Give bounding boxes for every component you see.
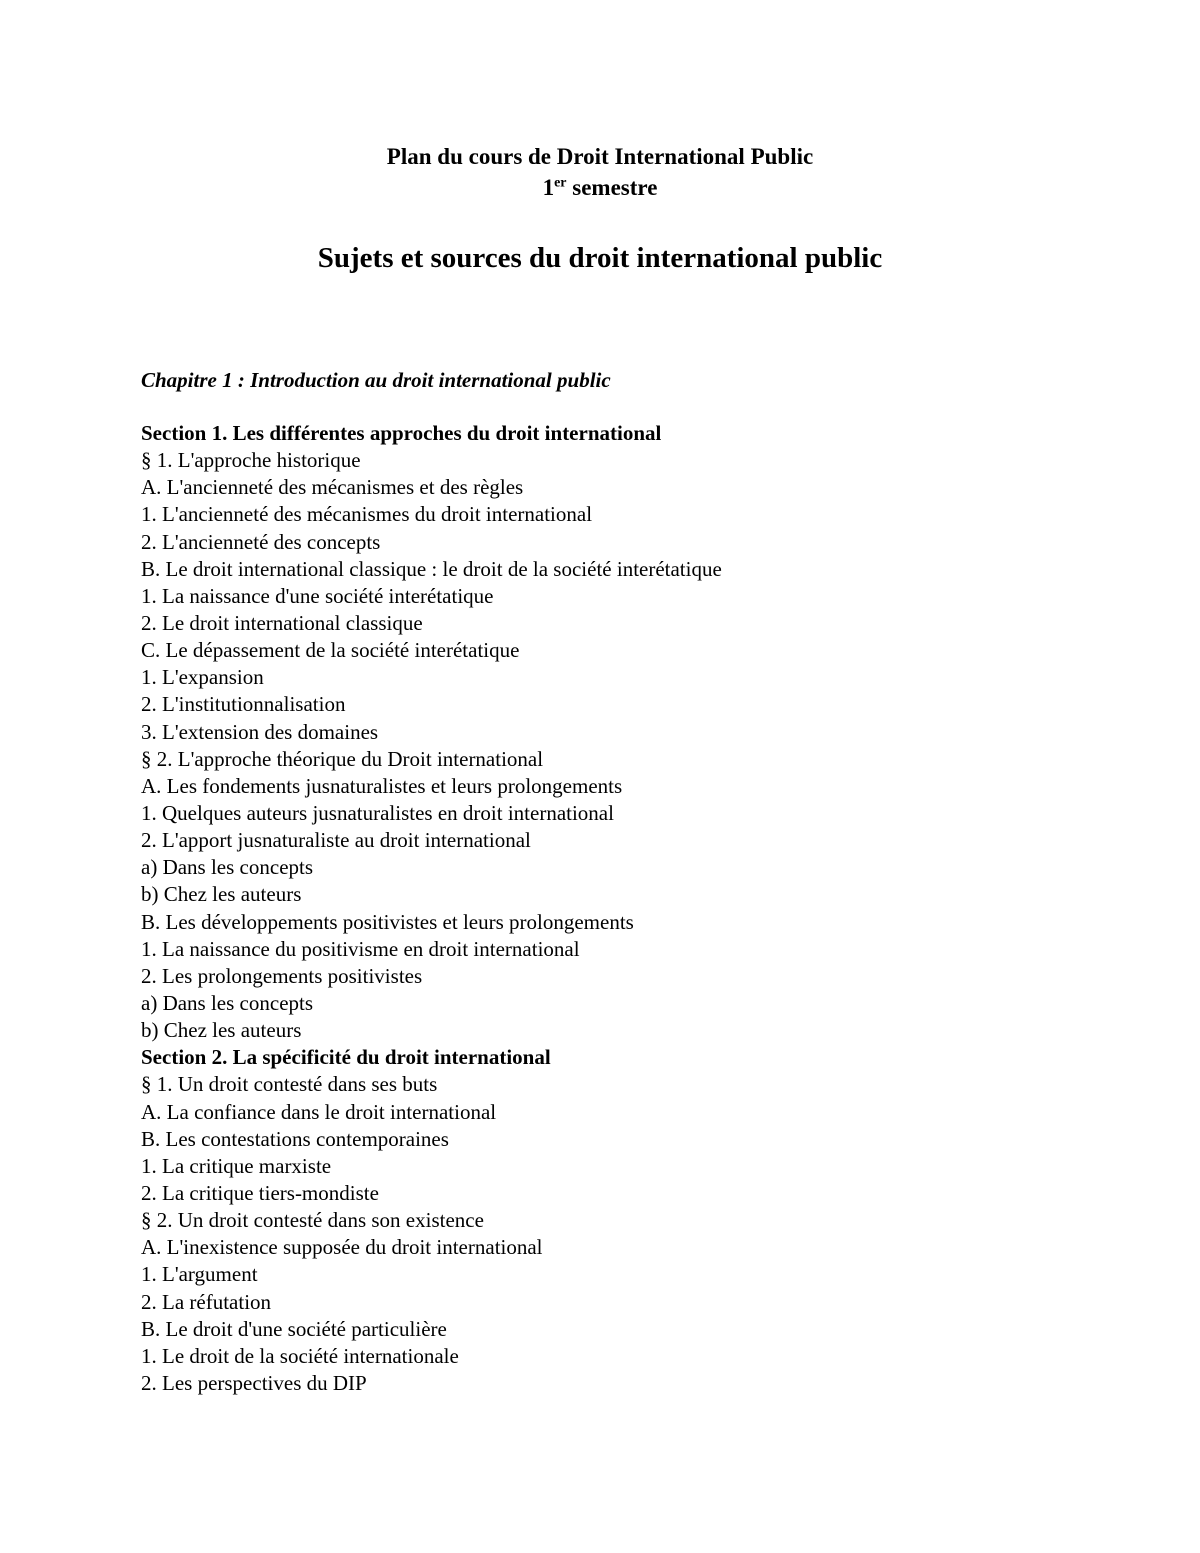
outline-item: B. Les contestations contemporaines [141, 1126, 449, 1151]
outline-item: b) Chez les auteurs [141, 1018, 302, 1043]
outline-item: 2. Le droit international classique [141, 610, 423, 635]
outline-item: 2. Les perspectives du DIP [141, 1370, 367, 1395]
section-heading: Section 2. La spécificité du droit international [141, 1045, 551, 1070]
outline-item: § 1. Un droit contesté dans ses buts [141, 1072, 438, 1097]
course-outline [141, 420, 1141, 1397]
outline-item: 2. La réfutation [141, 1289, 272, 1314]
outline-item: 1. La critique marxiste [141, 1153, 332, 1178]
semester-number: 1 [542, 175, 555, 200]
semester-word: semestre [566, 175, 658, 200]
document-title: Plan du cours de Droit International Public [386, 144, 814, 169]
outline-item: § 1. L'approche historique [141, 448, 361, 473]
outline-item: 1. L'ancienneté des mécanismes du droit international [141, 502, 593, 527]
outline-item: B. Le droit international classique : le droit de la société interétatique [141, 556, 722, 581]
semester-superscript: er [554, 175, 567, 191]
outline-item: A. Les fondements jusnaturalistes et leurs prolongements [141, 773, 623, 798]
outline-item: § 2. Un droit contesté dans son existence [141, 1208, 484, 1233]
outline-item: a) Dans les concepts [141, 855, 314, 880]
outline-item: b) Chez les auteurs [141, 882, 302, 907]
outline-item: B. Les développements positivistes et leurs prolongements [141, 909, 634, 934]
section-heading: Section 1. Les différentes approches du droit international [141, 421, 662, 445]
outline-item: 2. La critique tiers-mondiste [141, 1180, 379, 1205]
document-subtitle: Sujets et sources du droit international public [317, 242, 883, 274]
outline-item: A. La confiance dans le droit international [141, 1099, 497, 1124]
outline-item: 1. La naissance d'une société interétatique [141, 583, 494, 608]
outline-item: A. L'ancienneté des mécanismes et des règles [141, 475, 524, 500]
outline-item: B. Le droit d'une société particulière [141, 1316, 447, 1341]
chapter-heading: Chapitre 1 : Introduction au droit international public [141, 368, 611, 392]
outline-item: C. Le dépassement de la société interétatique [141, 638, 520, 663]
outline-item: 1. Quelques auteurs jusnaturalistes en droit international [141, 800, 614, 825]
outline-item: 1. Le droit de la société internationale [141, 1343, 459, 1368]
semester-heading [0, 173, 1200, 203]
outline-item: 2. L'apport jusnaturaliste au droit international [141, 828, 531, 853]
outline-item: A. L'inexistence supposée du droit international [141, 1235, 543, 1260]
outline-item: 3. L'extension des domaines [141, 719, 379, 744]
outline-item: a) Dans les concepts [141, 990, 314, 1015]
outline-item: 1. La naissance du positivisme en droit international [141, 936, 580, 961]
outline-item: 1. L'argument [141, 1262, 258, 1287]
outline-item: 2. Les prolongements positivistes [141, 963, 423, 988]
outline-item: 1. L'expansion [141, 665, 264, 690]
outline-item: § 2. L'approche théorique du Droit international [141, 746, 544, 771]
outline-item: 2. L'ancienneté des concepts [141, 529, 381, 554]
outline-item: 2. L'institutionnalisation [141, 692, 346, 717]
